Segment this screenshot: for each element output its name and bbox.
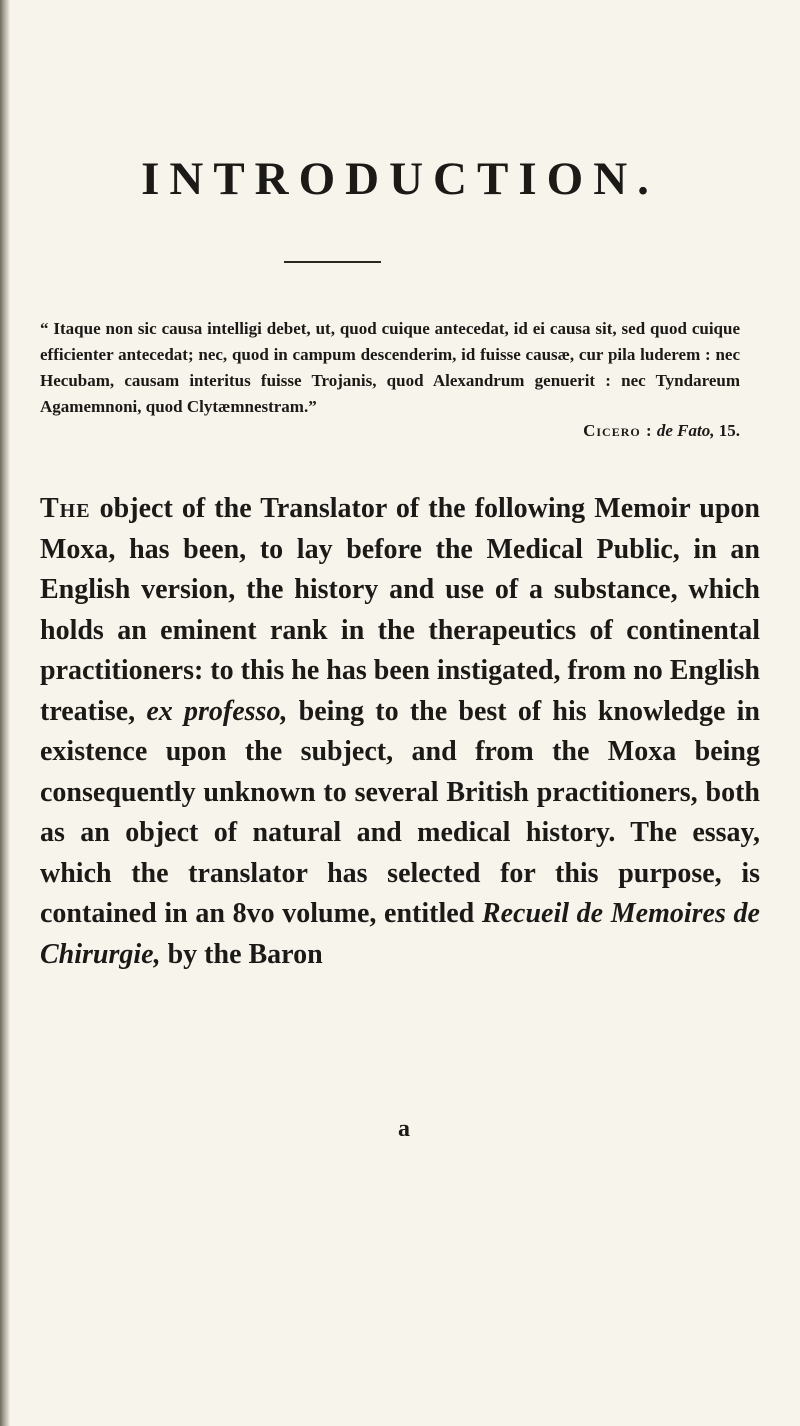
body-text-segment: object of the Translator of the following Memoir upon Moxa, has been, to lay before the Medical Public, in an English version, the history and use of a substance, which holds an eminent rank in the therapeutics of continental practitioners: to this he has been instigated, from no English treatise, bbox=[40, 493, 760, 727]
body-emphasis-ex-professo: ex professo, bbox=[146, 695, 288, 727]
epigraph-attribution bbox=[440, 421, 740, 441]
epigraph-chapter: 15. bbox=[718, 421, 740, 440]
body-lead-word: The bbox=[40, 493, 91, 524]
page-title: INTRODUCTION. bbox=[141, 153, 659, 205]
body-text-segment: being to the best of his knowledge in existence upon the subject, and from the Moxa being consequently unknown to several British practitioners, both as an object of natural and medical history. The essay, which the translator has selected for this purpose, is contained in an 8vo volume, entitled bbox=[40, 695, 761, 929]
epigraph-quote: “ Itaque non sic causa intelligi debet, ut, quod cuique antecedat, id ei causa sit, sed quod cuique efficienter antecedat; nec, quod in campum descenderim, id fuisse causæ, cur pila luderem : nec Hecubam, causam interitus fuisse Trojanis, quod Alexandrum genuerit : nec Tyndareum Agamemnoni, quod Clytæmnestram.” bbox=[40, 319, 740, 416]
epigraph-author: Cicero : bbox=[583, 421, 653, 440]
signature-mark: a bbox=[398, 1116, 410, 1142]
body-text-segment: by the Baron bbox=[160, 938, 323, 970]
title-divider bbox=[284, 261, 381, 263]
epigraph-work: de Fato, bbox=[656, 421, 715, 440]
body-paragraph bbox=[40, 489, 760, 975]
body-emphasis-recueil-title: Recueil de Memoires de Chirurgie, bbox=[40, 898, 760, 970]
